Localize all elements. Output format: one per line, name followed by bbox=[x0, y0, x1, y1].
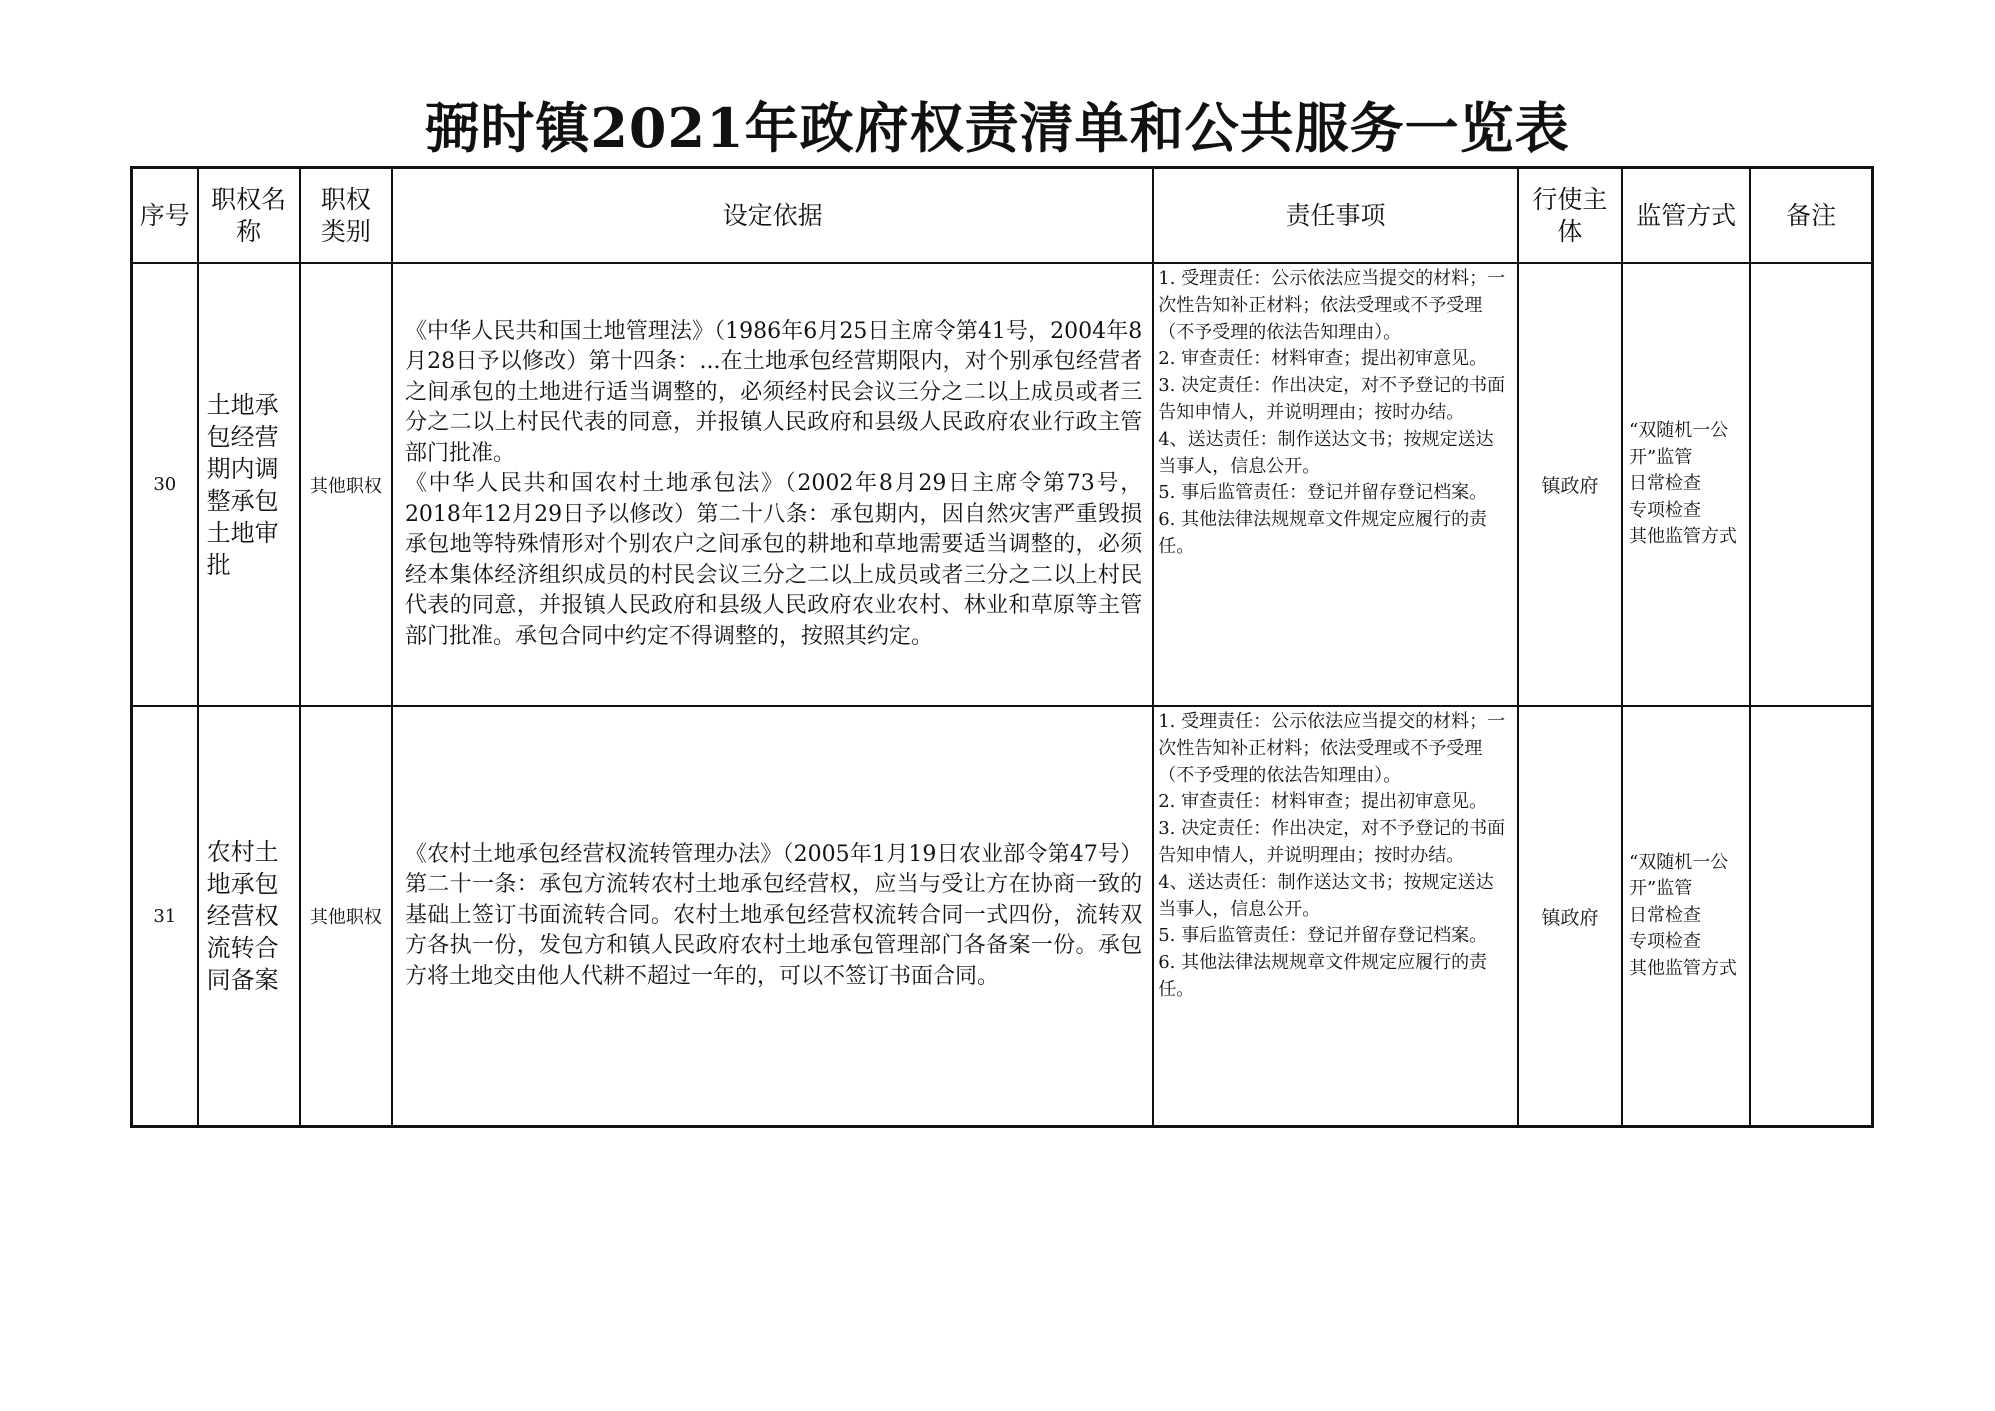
row-responsibilities bbox=[1153, 706, 1518, 1127]
responsibility-item: 6. 其他法律法规规章文件规定应履行的责任。 bbox=[1158, 509, 1488, 557]
row-seq: 31 bbox=[132, 706, 198, 1127]
responsibility-item: 6. 其他法律法规规章文件规定应履行的责任。 bbox=[1158, 952, 1488, 1000]
header-subject: 行使主体 bbox=[1518, 168, 1622, 264]
row-exercise-subject: 镇政府 bbox=[1518, 706, 1622, 1127]
responsibility-item: 1. 受理责任：公示依法应当提交的材料；一次性告知补正材料；依法受理或不予受理（不予受理的依法告知理由）。 bbox=[1158, 711, 1506, 786]
table-header-row bbox=[132, 168, 1873, 264]
responsibility-item: 5. 事后监管责任：登记并留存登记档案。 bbox=[1158, 482, 1488, 504]
supervision-item: “双随机一公开”监管 bbox=[1629, 420, 1729, 468]
row-responsibilities bbox=[1153, 263, 1518, 706]
responsibility-item: 2. 审查责任：材料审查；提出初审意见。 bbox=[1158, 348, 1488, 370]
responsibility-item: 3. 决定责任：作出决定，对不予登记的书面告知申情人，并说明理由；按时办结。 bbox=[1158, 375, 1506, 423]
table-row bbox=[132, 263, 1873, 706]
responsibility-item: 3. 决定责任：作出决定，对不予登记的书面告知申情人，并说明理由；按时办结。 bbox=[1158, 818, 1506, 866]
supervision-item: 其他监管方式 bbox=[1629, 957, 1738, 979]
responsibility-item: 4、送达责任：制作送达文书；按规定送达当事人，信息公开。 bbox=[1158, 871, 1494, 920]
row-legal-basis bbox=[392, 263, 1153, 706]
responsibility-item: 1. 受理责任：公示依法应当提交的材料；一次性告知补正材料；依法受理或不予受理（不予受理的依法告知理由）。 bbox=[1158, 268, 1506, 343]
supervision-item: 日常检查 bbox=[1629, 473, 1702, 495]
basis-paragraph: 《农村土地承包经营权流转管理办法》（2005年1月19日农业部令第47号）第二十一条：承包方流转农村土地承包经营权，应当与受让方在协商一致的基础上签订书面流转合同。农村土地承包经营权流转合同一式四份，流转双方各执一份，发包方和镇人民政府农村土地承包管理部门各备案一份。承包方将土地交由他人代耕不超过一年的，可以不签订书面合同。 bbox=[404, 841, 1143, 989]
supervision-item: 专项检查 bbox=[1629, 499, 1702, 521]
header-seq: 序号 bbox=[132, 168, 198, 264]
row-remark bbox=[1750, 263, 1872, 706]
basis-paragraph: 《中华人民共和国农村土地承包法》（2002年8月29日主席令第73号，2018年12月29日予以修改）第二十八条：承包期内，因自然灾害严重毁损承包地等特殊情形对个别农户之间承包的耕地和草地需要适当调整的，必须经本集体经济组织成员的村民会议三分之二以上成员或者三分之二以上村民代表的同意，并报镇人民政府和县级人民政府农业农村、林业和草原等主管部门批准。承包合同中约定不得调整的，按照其约定。 bbox=[404, 471, 1143, 649]
duty-list-table bbox=[130, 166, 1874, 1128]
table-row bbox=[132, 706, 1873, 1127]
page-title: 弼时镇2021年政府权责清单和公共服务一览表 bbox=[425, 96, 1570, 160]
header-responsibility: 责任事项 bbox=[1153, 168, 1518, 264]
header-basis: 设定依据 bbox=[392, 168, 1153, 264]
basis-paragraph: 《中华人民共和国土地管理法》（1986年6月25日主席令第41号，2004年8月28日予以修改）第十四条：...在土地承包经营期限内，对个别承包经营者之间承包的土地进行适当调整的，必须经村民会议三分之二以上成员或者三分之二以上村民代表的同意，并报镇人民政府和县级人民政府农业行政主管部门批准。 bbox=[404, 318, 1143, 466]
supervision-item: 专项检查 bbox=[1629, 931, 1702, 953]
supervision-item: 日常检查 bbox=[1629, 904, 1702, 926]
header-supervision: 监管方式 bbox=[1622, 168, 1750, 264]
row-legal-basis bbox=[392, 706, 1153, 1127]
row-power-type: 其他职权 bbox=[300, 706, 392, 1127]
row-power-type: 其他职权 bbox=[300, 263, 392, 706]
responsibility-item: 5. 事后监管责任：登记并留存登记档案。 bbox=[1158, 925, 1488, 947]
row-seq: 30 bbox=[132, 263, 198, 706]
header-name: 职权名称 bbox=[198, 168, 300, 264]
supervision-item: “双随机一公开”监管 bbox=[1629, 851, 1729, 900]
row-power-name: 农村土地承包经营权流转合同备案 bbox=[198, 706, 300, 1127]
row-supervision bbox=[1622, 263, 1750, 706]
row-remark bbox=[1750, 706, 1872, 1127]
supervision-item: 其他监管方式 bbox=[1629, 526, 1738, 548]
row-supervision bbox=[1622, 706, 1750, 1127]
row-exercise-subject: 镇政府 bbox=[1518, 263, 1622, 706]
header-remark: 备注 bbox=[1750, 168, 1872, 264]
header-type: 职权类别 bbox=[300, 168, 392, 264]
responsibility-item: 4、送达责任：制作送达文书；按规定送达当事人，信息公开。 bbox=[1158, 428, 1494, 477]
responsibility-item: 2. 审查责任：材料审查；提出初审意见。 bbox=[1158, 791, 1488, 813]
row-power-name: 土地承包经营期内调整承包土地审批 bbox=[198, 263, 300, 706]
